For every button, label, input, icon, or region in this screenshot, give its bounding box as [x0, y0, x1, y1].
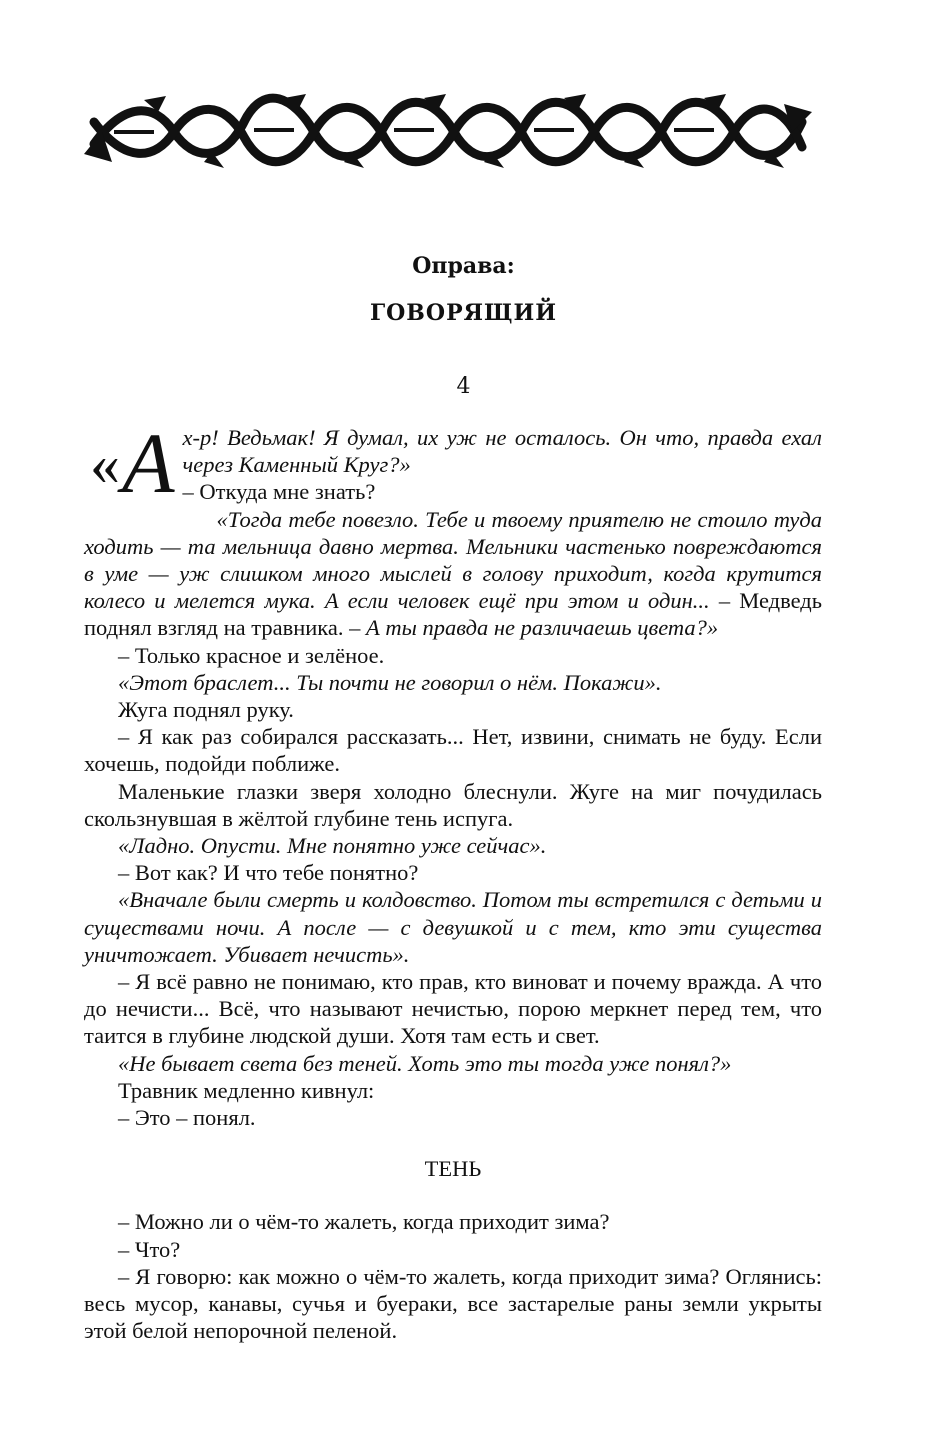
section-title: ТЕНЬ — [424, 1156, 482, 1182]
paragraph: – Я как раз собирался рассказать... Нет, извини, снимать не буду. Если хочешь, подойди поближе. — [84, 724, 822, 777]
chapter-number: 4 — [456, 374, 471, 399]
paragraph: «Этот браслет... Ты почти не говорил о нём. Покажи». — [118, 669, 662, 695]
paragraph: – Откуда мне знать? — [182, 479, 376, 505]
paragraph: «Тогда тебе повезло. Тебе и твоему приятелю не стоило туда ходить — та мельница давно мертва. Мельники частенько повреждаются в уме — уж слишком много мыслей в голову приходит, когда крутится колесо и мелется мука. А если человек ещё при этом и один... – Медведь поднял взгляд на травника. – А ты правда не различаешь цвета?» — [84, 506, 822, 641]
paragraph: Жуга поднял руку. — [118, 697, 294, 723]
paragraph: – Я говорю: как можно о чём-то жалеть, когда приходит зима? Оглянись: весь мусор, канавы, сучья и буераки, все застарелые раны земли укрыты этой белой непорочной пеленой. — [84, 1263, 822, 1344]
drop-cap: «А — [90, 415, 175, 511]
paragraph: Травник медленно кивнул: — [118, 1077, 375, 1103]
paragraph: – Вот как? И что тебе понятно? — [118, 860, 419, 886]
chapter-title: ГОВОРЯЩИЙ — [369, 300, 558, 326]
paragraph: «Ладно. Опусти. Мне понятно уже сейчас». — [118, 833, 547, 859]
body-text — [84, 415, 822, 1345]
paragraph: «Не бывает света без теней. Хоть это ты тогда уже понял?» — [118, 1050, 732, 1076]
paragraph: – Можно ли о чём-то жалеть, когда приходит зима? — [118, 1209, 610, 1235]
paragraph: «Вначале были смерть и колдовство. Потом ты встретился с детьми и существами ночи. А после — с девушкой и с тем, кто эти существа уничтожает. Убивает нечисть». — [84, 887, 822, 967]
paragraph-text: х-р! Ведьмак! Я думал, их уж не осталось. Он что, правда ехал через Каменный Круг?» — [182, 425, 822, 478]
celtic-knot-ornament — [84, 92, 812, 170]
paragraph: – Что? — [118, 1236, 181, 1262]
paragraph: – Я всё равно не понимаю, кто прав, кто виноват и почему вражда. А что до нечисти... Всё, что называют нечистью, порою меркнет перед тем, что таится в глубине людской души. Хотя там есть и свет. — [84, 969, 822, 1049]
part-heading: Оправа: — [412, 253, 515, 279]
paragraph: – Это – понял. — [118, 1105, 256, 1131]
paragraph: – Только красное и зелёное. — [118, 642, 385, 668]
paragraph: Маленькие глазки зверя холодно блеснули. Жуге на миг почудилась скользнувшая в жёлтой глубине тень испуга. — [84, 778, 822, 831]
